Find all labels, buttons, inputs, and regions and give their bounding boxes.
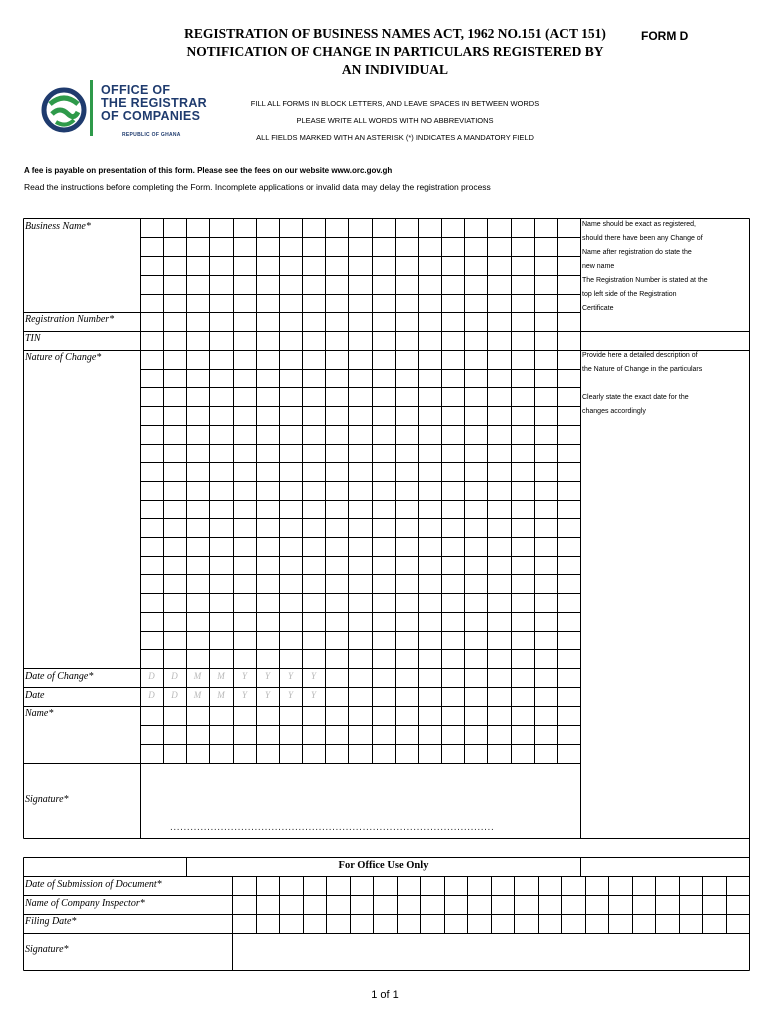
date-placeholder: M — [193, 671, 202, 681]
title-line-2: NOTIFICATION OF CHANGE IN PARTICULARS REGISTERED BY — [186, 44, 604, 59]
note-line: Name after registration do state the — [582, 249, 692, 256]
tin-field[interactable] — [141, 332, 580, 350]
business-name-label: Business Name* — [25, 221, 91, 232]
note-line: should there have been any Change of — [582, 235, 703, 242]
company-inspector-label: Name of Company Inspector* — [25, 898, 145, 909]
note-line: new name — [582, 263, 615, 270]
date-placeholder: Y — [241, 690, 247, 700]
instruction-3: ALL FIELDS MARKED WITH AN ASTERISK (*) INDICATES A MANDATORY FIELD — [256, 133, 534, 142]
logo-line-3: OF COMPANIES — [101, 109, 201, 123]
page-number: 1 of 1 — [371, 989, 399, 1001]
note-line: the Nature of Change in the particulars — [582, 366, 703, 373]
note-line: top left side of the Registration — [582, 291, 677, 298]
form-code: FORM D — [641, 29, 689, 43]
date-placeholder: M — [217, 671, 225, 681]
company-inspector-field[interactable] — [233, 896, 749, 914]
instruction-2: PLEASE WRITE ALL WORDS WITH NO ABBREVIATIONS — [296, 116, 494, 125]
note-line: changes accordingly — [582, 408, 646, 415]
instruction-1: FILL ALL FORMS IN BLOCK LETTERS, AND LEAVE SPACES IN BETWEEN WORDS — [250, 99, 540, 108]
date-placeholder: Y — [287, 690, 293, 700]
date-placeholder: M — [217, 690, 225, 700]
nature-of-change-label: Nature of Change* — [25, 352, 102, 363]
nature-of-change-note — [582, 349, 750, 419]
note-line: The Registration Number is stated at the — [582, 277, 708, 284]
note-line: Certificate — [582, 305, 614, 312]
read-notice: Read the instructions before completing the Form. Incomplete applications or invalid data may delay the registration process — [24, 182, 491, 192]
name-field[interactable] — [141, 707, 580, 763]
title-line-1: REGISTRATION OF BUSINESS NAMES ACT, 1962 NO.151 (ACT 151) — [184, 26, 606, 41]
office-use-title: For Office Use Only — [338, 860, 429, 871]
tin-label: TIN — [25, 333, 41, 344]
business-name-note — [582, 218, 750, 316]
registration-number-field[interactable] — [141, 313, 580, 331]
logo-sub: REPUBLIC OF GHANA — [122, 132, 181, 138]
date-label: Date — [25, 690, 45, 701]
date-placeholder: Y — [310, 690, 316, 700]
note-line: Clearly state the exact date for the — [582, 394, 689, 401]
name-label: Name* — [25, 708, 54, 719]
date-placeholder: Y — [241, 671, 247, 681]
date-placeholder: Y — [287, 671, 293, 681]
date-placeholder: D — [171, 671, 178, 681]
date-placeholder: Y — [264, 690, 270, 700]
fee-notice: A fee is payable on presentation of this form. Please see the fees on our website www.orc.gov.gh — [24, 166, 393, 175]
signature-label: Signature* — [25, 794, 69, 805]
date-of-change-label: Date of Change* — [25, 671, 94, 682]
title-line-3: AN INDIVIDUAL — [341, 62, 449, 77]
date-placeholder: M — [193, 690, 202, 700]
note-line: Name should be exact as registered, — [582, 221, 697, 228]
date-placeholder: Y — [310, 671, 316, 681]
office-signature-field[interactable] — [233, 934, 749, 970]
filing-date-field[interactable] — [233, 915, 749, 933]
nature-of-change-field[interactable] — [141, 351, 580, 668]
submission-date-field[interactable] — [233, 877, 749, 895]
office-signature-label: Signature* — [25, 944, 69, 955]
date-placeholder: D — [171, 690, 178, 700]
date-placeholder: D — [148, 671, 155, 681]
business-name-field[interactable] — [141, 219, 580, 312]
signature-dotted-line: ................................................................................................ — [170, 822, 495, 833]
registration-number-label: Registration Number* — [25, 314, 115, 325]
date-placeholder: D — [148, 690, 155, 700]
submission-date-label: Date of Submission of Document* — [25, 879, 162, 890]
date-placeholder: Y — [264, 671, 270, 681]
note-line: Provide here a detailed description of — [582, 352, 698, 359]
filing-date-label: Filing Date* — [25, 916, 77, 927]
logo-line-1: OFFICE OF — [101, 83, 171, 97]
note-line — [582, 377, 750, 391]
logo-line-2: THE REGISTRAR — [101, 96, 207, 110]
